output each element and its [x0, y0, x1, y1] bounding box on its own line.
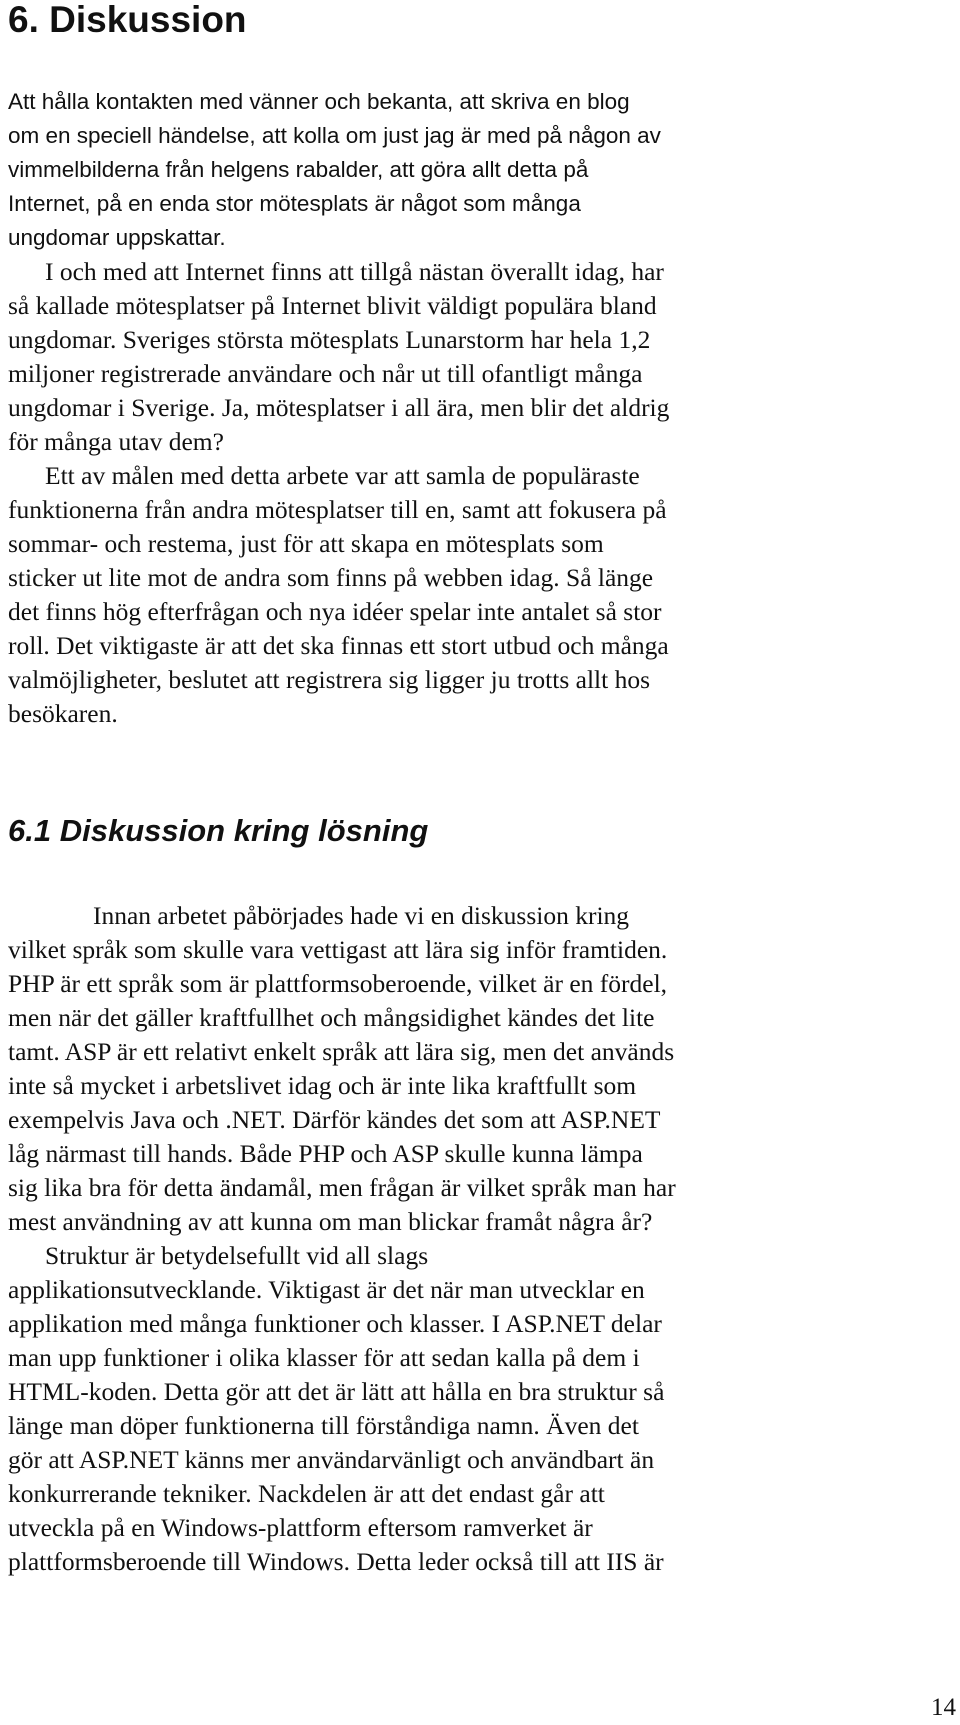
text-line: Internet, på en enda stor mötesplats är något som många [8, 191, 581, 216]
text-line: besökaren. [8, 699, 118, 728]
section-paragraph-1 [8, 85, 958, 255]
subsection-paragraph-2 [8, 1239, 958, 1579]
text-line: inte så mycket i arbetslivet idag och är inte lika kraftfullt som [8, 1071, 637, 1100]
text-line: utveckla på en Windows-plattform eftersom ramverket är [8, 1513, 593, 1542]
text-line: plattformsberoende till Windows. Detta leder också till att IIS är [8, 1547, 664, 1576]
text-line: PHP är ett språk som är plattformsoberoende, vilket är en fördel, [8, 969, 668, 998]
text-line: sig lika bra för detta ändamål, men frågan är vilket språk man har [8, 1173, 676, 1202]
section-paragraph-3 [8, 459, 958, 731]
section-heading: 6. Diskussion [8, 0, 247, 40]
subsection-heading: 6.1 Diskussion kring lösning [8, 813, 429, 848]
text-line: sommar- och restema, just för att skapa en mötesplats som [8, 529, 604, 558]
text-line: mest användning av att kunna om man blickar framåt några år? [8, 1207, 653, 1236]
text-line: tamt. ASP är ett relativt enkelt språk att lära sig, men det används [8, 1037, 675, 1066]
text-line: I och med att Internet finns att tillgå nästan överallt idag, har [45, 257, 664, 286]
text-line: för många utav dem? [8, 427, 224, 456]
text-line: Ett av målen med detta arbete var att samla de populäraste [45, 461, 640, 490]
text-line: ungdomar i Sverige. Ja, mötesplatser i all ära, men blir det aldrig [8, 393, 670, 422]
text-line: man upp funktioner i olika klasser för att sedan kalla på dem i [8, 1343, 640, 1372]
text-line: Att hålla kontakten med vänner och bekanta, att skriva en blog [8, 89, 630, 114]
text-line: Innan arbetet påbörjades hade vi en diskussion kring [93, 901, 630, 930]
text-line: funktionerna från andra mötesplatser till en, samt att fokusera på [8, 495, 667, 524]
text-line: ungdomar. Sveriges största mötesplats Lunarstorm har hela 1,2 [8, 325, 651, 354]
text-line: det finns hög efterfrågan och nya idéer spelar inte antalet så stor [8, 597, 662, 626]
text-line: applikation med många funktioner och klasser. I ASP.NET delar [8, 1309, 662, 1338]
text-line: ungdomar uppskattar. [8, 225, 226, 250]
text-line: valmöjligheter, beslutet att registrera sig ligger ju trotts allt hos [8, 665, 650, 694]
text-line: konkurrerande tekniker. Nackdelen är att det endast går att [8, 1479, 605, 1508]
text-line: så kallade mötesplatser på Internet blivit väldigt populära bland [8, 291, 657, 320]
text-line: Struktur är betydelsefullt vid all slags [45, 1241, 429, 1270]
subsection-paragraph-1 [8, 899, 958, 1239]
text-line: miljoner registrerade användare och når ut till ofantligt många [8, 359, 643, 388]
text-line: sticker ut lite mot de andra som finns på webben idag. Så länge [8, 563, 654, 592]
text-line: gör att ASP.NET känns mer användarvänligt och användbart än [8, 1445, 655, 1474]
text-line: länge man döper funktionerna till förståndiga namn. Även det [8, 1411, 639, 1440]
text-line: roll. Det viktigaste är att det ska finnas ett stort utbud och många [8, 631, 669, 660]
text-line: HTML-koden. Detta gör att det är lätt att hålla en bra struktur så [8, 1377, 665, 1406]
section-paragraph-2 [8, 255, 958, 459]
text-line: om en speciell händelse, att kolla om just jag är med på någon av [8, 123, 661, 148]
text-line: men när det gäller kraftfullhet och mångsidighet kändes det lite [8, 1003, 655, 1032]
text-line: applikationsutvecklande. Viktigast är det när man utvecklar en [8, 1275, 645, 1304]
text-line: exempelvis Java och .NET. Därför kändes det som att ASP.NET [8, 1105, 661, 1134]
text-line: låg närmast till hands. Både PHP och ASP skulle kunna lämpa [8, 1139, 643, 1168]
page-number: 14 [931, 1694, 956, 1721]
text-line: vilket språk som skulle vara vettigast att lära sig inför framtiden. [8, 935, 668, 964]
text-line: vimmelbilderna från helgens rabalder, att göra allt detta på [8, 157, 589, 182]
